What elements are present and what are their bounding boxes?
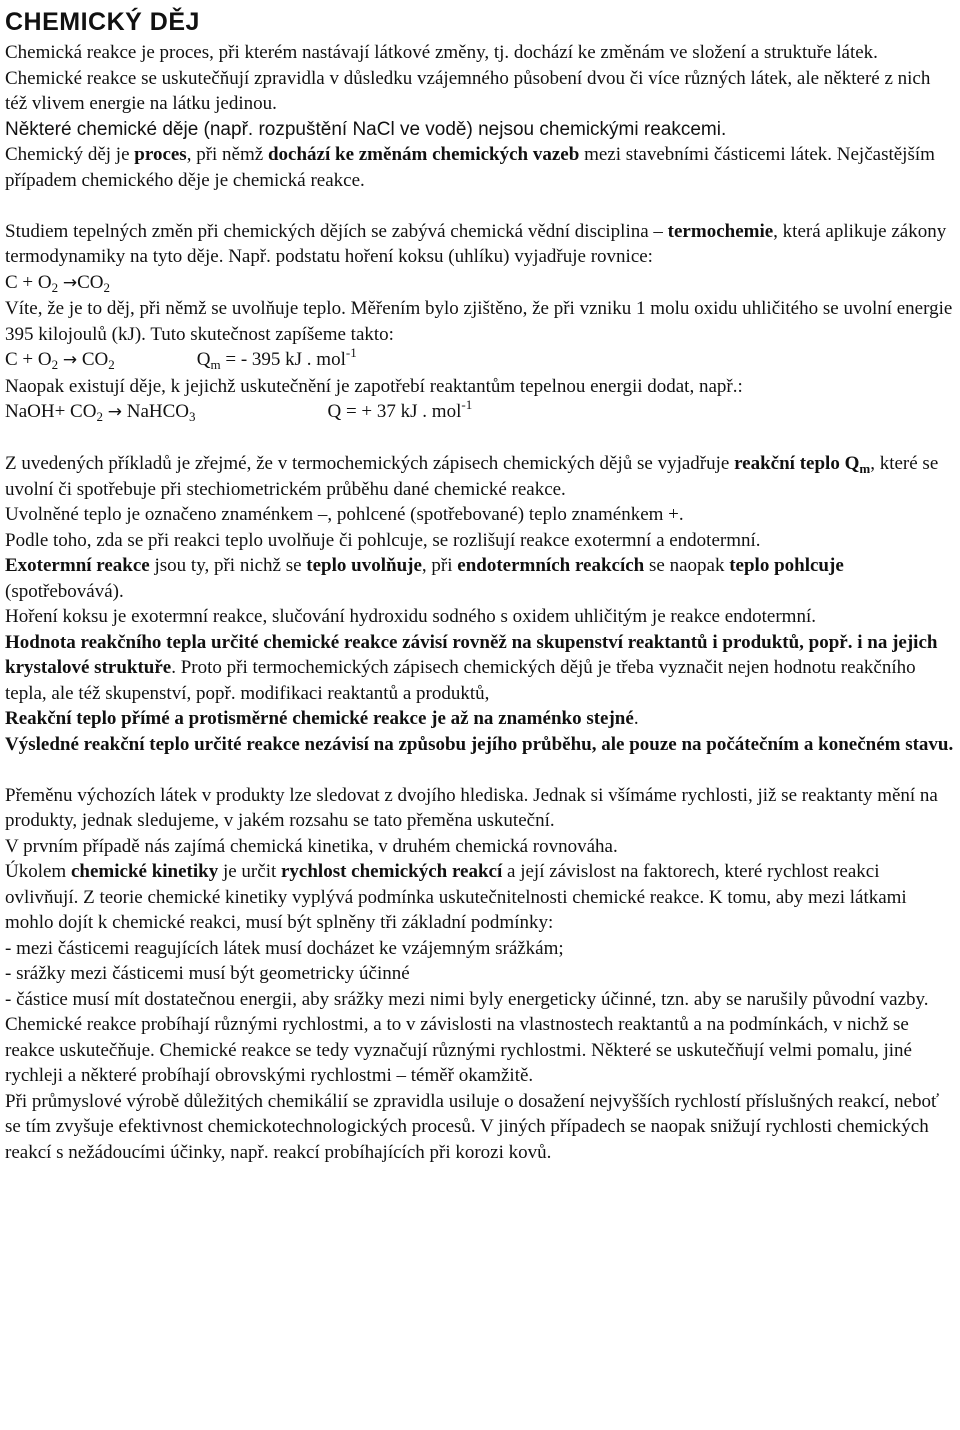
- document-page: [5, 4, 955, 1165]
- arrow-icon: →: [107, 402, 122, 422]
- intro-paragraph: Chemická reakce je proces, při kterém nastávají látkové změny, tj. dochází ke změnám ve složení a struktuře látek. Chemické reakce se uskutečňují zpravidla v důsledku vzájemného působení dvou či více různých látek, ale některé z nich též vlivem energie na látku jedinou.: [5, 42, 931, 114]
- sign-convention: Uvolněné teplo je označeno znaménkem –, pohlcené (spotřebované) teplo znaménkem +.: [5, 504, 684, 525]
- equation-carbon-heat: $C + O_2 \to CO_2$ $Q_m$ = - 395 kJ . mol$^{-1}$: [5, 345, 357, 372]
- equation-naoh: NaOH+ $CO_2$ → NaHCO$_3$ Q = + 37 kJ . mol$^{-1}$: [5, 397, 473, 424]
- exo-endo-split: Podle toho, zda se při reakci teplo uvolňuje či pohlcuje, se rozlišují reakce exotermní a endotermní.: [5, 529, 761, 551]
- intro-note: Některé chemické děje (např. rozpuštění NaCl ve vodě) nejsou chemickými reakcemi.: [5, 118, 727, 140]
- thermochemistry-paragraph: Studiem tepelných změn při chemických dějích se zabývá chemická vědní disciplina – termochemie, která aplikuje zákony termodynamiky na tyto děje. Např. podstatu hoření koksu (uhlíku) vyjadřuje rovnice:: [5, 220, 947, 267]
- condition-item: - mezi částicemi reagujících látek musí docházet ke vzájemným srážkám;: [5, 937, 564, 959]
- heat-release-paragraph: Víte, že je to děj, při němž se uvolňuje teplo. Měřením bylo zjištěno, že při vzniku 1 molu oxidu uhličitého se uvolní energie 395 kilojoulů (kJ). Tuto skutečnost zapíšeme takto:: [5, 298, 953, 345]
- definition-paragraph: Chemický děj je proces, při němž dochází ke změnám chemických vazeb mezi stavebními částicemi látek. Nejčastějším případem chemického děje je chemická reakce.: [5, 144, 935, 191]
- exothermic-definition: Exotermní reakce jsou ty, při nichž se teplo uvolňuje, při endotermních reakcích se naopak teplo pohlcuje (spotřebovává).: [5, 555, 844, 602]
- hess-law: Výsledné reakční teplo určité reakce nezávisí na způsobu jejího průběhu, ale pouze na počátečním a konečném stavu.: [5, 733, 954, 755]
- kinetics-vs-equilibrium: V prvním případě nás zajímá chemická kinetika, v druhém chemická rovnováha.: [5, 835, 618, 857]
- industry-paragraph: Při průmyslové výrobě důležitých chemikálií se zpravidla usiluje o dosažení nejvyšších rychlostí příslušných reakcí, neboť se tím zvyšuje efektivnost chemickotechnologických procesů. V jiných případech se naopak snižují rychlosti chemických reakcí s nežádoucími účinky, např. reakcí probíhajících při korozi kovů.: [5, 1090, 940, 1163]
- kinetics-task-paragraph: Úkolem chemické kinetiky je určit rychlost chemických reakcí a její závislost na faktorech, které rychlost reakci ovlivňují. Z teorie chemické kinetiky vyplývá podmínka uskutečnitelnosti chemické reakce. K tomu, aby mezi látkami mohlo dojít k chemické reakci, musí být splněny tři základní podmínky:: [5, 861, 907, 933]
- examples-paragraph: Hoření koksu je exotermní reakce, slučování hydroxidu sodného s oxidem uhličitým je reakce endotermní.: [5, 606, 816, 627]
- arrow-icon: →: [62, 272, 78, 293]
- viewpoint-paragraph: Přeměnu výchozích látek v produkty lze sledovat z dvojího hlediska. Jednak si všímáme rychlosti, již se reaktanty mění na produkty, jednak sledujeme, v jakém rozsahu se tato přeměna uskuteční.: [5, 784, 938, 831]
- condition-item: - částice musí mít dostatečnou energii, aby srážky mezi nimi byly energeticky účinné, tzn. aby se narušily původní vazby.: [5, 988, 929, 1010]
- reverse-reaction-rule: Reakční teplo přímé a protisměrné chemické reakce je až na znaménko stejné.: [5, 708, 639, 729]
- arrow-icon: →: [62, 350, 78, 370]
- reaction-heat-paragraph: Z uvedených příkladů je zřejmé, že v termochemických zápisech chemických dějů se vyjadřuje reakční teplo $Q_m$, které se uvolní či spotřebuje při stechiometrickém průběhu dané chemické reakce.: [5, 453, 939, 500]
- condition-item: - srážky mezi částicemi musí být geometricky účinné: [5, 963, 410, 984]
- page-title: CHEMICKÝ DĚJ: [5, 8, 200, 36]
- endothermic-intro: Naopak existují děje, k jejichž uskutečnění je zapotřebí reaktantům tepelnou energii dodat, např.:: [5, 375, 743, 397]
- reaction-speeds-paragraph: Chemické reakce probíhají různými rychlostmi, a to v závislosti na vlastnostech reaktantů a na podmínkách, v nichž se reakce uskutečňuje. Chemické reakce se tedy vyznačují různými rychlostmi. Některé se uskutečňují velmi pomalu, jiné rychleji a některé probíhají obrovskými rychlostmi – téměř okamžitě.: [5, 1014, 912, 1086]
- state-dependence-paragraph: Hodnota reakčního tepla určité chemické reakce závisí rovněž na skupenství reaktantů i produktů, popř. i na jejich krystalové struktuře. Proto při termochemických zápisech chemických dějů je třeba vyznačit nejen hodnotu reakčního tepla, ale též skupenství, popř. modifikaci reaktantů a produktů,: [5, 631, 938, 704]
- equation-carbon-combustion: $C + O_2 \to CO_2$: [5, 271, 111, 295]
